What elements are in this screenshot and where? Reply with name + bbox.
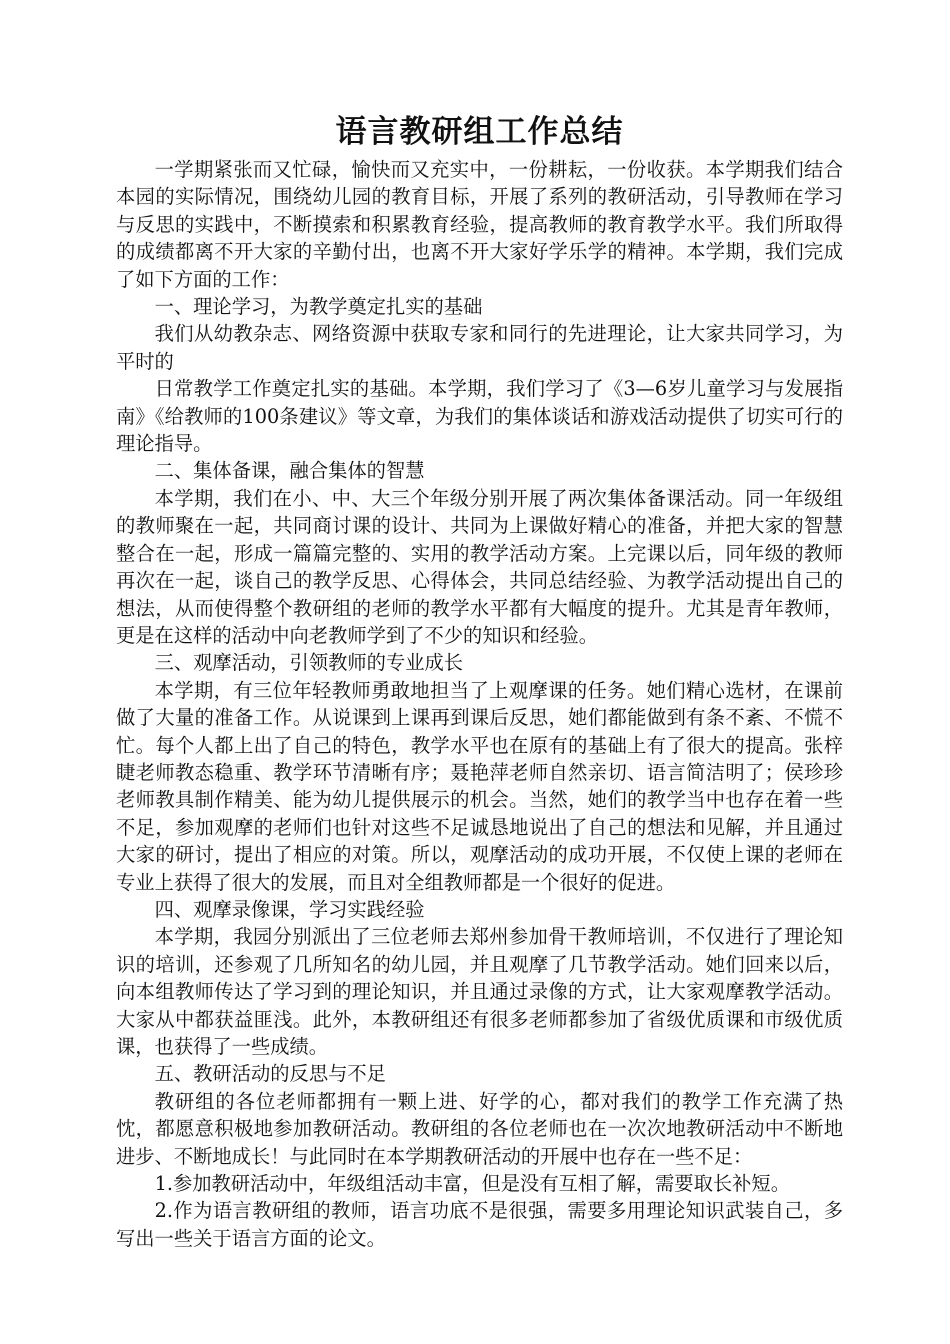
document-title: 语言教研组工作总结 bbox=[335, 114, 624, 150]
section-heading-lesson-prep: 二、集体备课，融合集体的智慧 bbox=[154, 459, 425, 483]
intro-paragraph: 一学期紧张而又忙碌，愉快而又充实中，一份耕耘，一份收获。本学期我们结合本园的实际情况，围绕幼儿园的教育目标，开展了系列的教研活动，引导教师在学习与反思的实践中，不断摸索和积累教育经验，提高教师的教育教学水平。我们所取得的成绩都离不开大家的辛勤付出，也离不开大家好学乐学的精神。本学期，我们完成了如下方面的工作： bbox=[116, 158, 843, 291]
theory-paragraph-2: 日常教学工作奠定扎实的基础。本学期，我们学习了《3—6岁儿童学习与发展指南》《给教师的100条建议》等文章，为我们的集体谈话和游戏活动提供了切实可行的理论指导。 bbox=[116, 377, 843, 456]
observation-paragraph: 本学期，有三位年轻教师勇敢地担当了上观摩课的任务。她们精心选材，在课前做了大量的准备工作。从说课到上课再到课后反思，她们都能做到有条不紊、不慌不忙。每个人都上出了自己的特色，教学水平也在原有的基础上有了很大的提高。张梓睫老师教态稳重、教学环节清晰有序；聂艳萍老师自然亲切、语言简洁明了；侯珍珍老师教具制作精美、能为幼儿提供展示的机会。当然，她们的教学当中也存在着一些不足，参加观摩的老师们也针对这些不足诚恳地说出了自己的想法和见解，并且通过大家的研讨，提出了相应的对策。所以，观摩活动的成功开展，不仅使上课的老师在专业上获得了很大的发展，而且对全组教师都是一个很好的促进。 bbox=[116, 678, 843, 894]
section-heading-reflection: 五、教研活动的反思与不足 bbox=[154, 1062, 386, 1086]
theory-paragraph-1: 我们从幼教杂志、网络资源中获取专家和同行的先进理论，让大家共同学习，为平时的 bbox=[116, 322, 843, 373]
section-heading-video: 四、观摩录像课，学习实践经验 bbox=[154, 897, 425, 921]
shortcoming-item-2: 2.作为语言教研组的教师，语言功底不是很强，需要多用理论知识武装自己，多写出一些关于语言方面的论文。 bbox=[116, 1199, 843, 1250]
lesson-prep-paragraph: 本学期，我们在小、中、大三个年级分别开展了两次集体备课活动。同一年级组的教师聚在一起，共同商讨课的设计、共同为上课做好精心的准备，并把大家的智慧整合在一起，形成一篇篇完整的、实用的教学活动方案。上完课以后，同年级的教师再次在一起，谈自己的教学反思、心得体会，共同总结经验、为教学活动提出自己的想法，从而使得整个教研组的老师的教学水平都有大幅度的提升。尤其是青年教师，更是在这样的活动中向老教师学到了不少的知识和经验。 bbox=[116, 486, 843, 647]
video-paragraph: 本学期，我园分别派出了三位老师去郑州参加骨干教师培训，不仅进行了理论知识的培训，还参观了几所知名的幼儿园，并且观摩了几节教学活动。她们回来以后，向本组教师传达了学习到的理论知识，并且通过录像的方式，让大家观摩教学活动。大家从中都获益匪浅。此外，本教研组还有很多老师都参加了省级优质课和市级优质课，也获得了一些成绩。 bbox=[116, 925, 843, 1058]
reflection-paragraph: 教研组的各位老师都拥有一颗上进、好学的心，都对我们的教学工作充满了热忱，都愿意积极地参加教研活动。教研组的各位老师也在一次次地教研活动中不断地进步、不断地成长！与此同时在本学期教研活动的开展中也存在一些不足： bbox=[116, 1089, 843, 1168]
section-heading-observation: 三、观摩活动，引领教师的专业成长 bbox=[154, 651, 464, 675]
document-page bbox=[116, 110, 843, 1252]
shortcoming-item-1: 1.参加教研活动中，年级组活动丰富，但是没有互相了解，需要取长补短。 bbox=[154, 1172, 790, 1196]
section-heading-theory: 一、理论学习，为教学奠定扎实的基础 bbox=[154, 295, 483, 319]
